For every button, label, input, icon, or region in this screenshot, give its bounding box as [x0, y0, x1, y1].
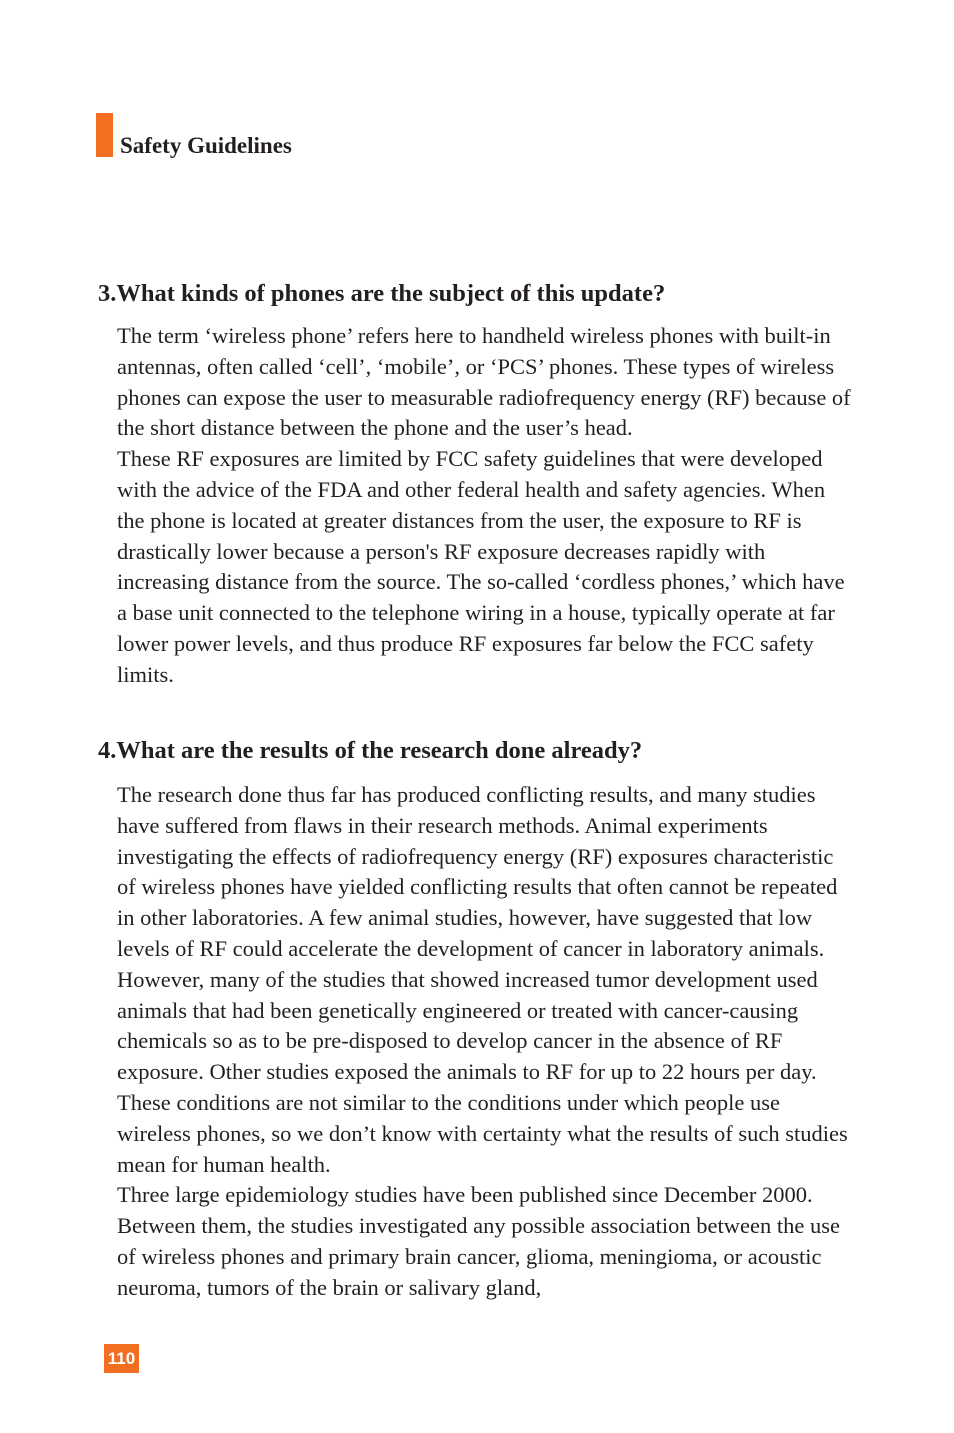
page-number-badge: 110 [104, 1344, 139, 1373]
section-3-heading: 3.What kinds of phones are the subject of this update? [98, 280, 666, 307]
page-header-title: Safety Guidelines [120, 133, 292, 158]
section-3-paragraph-2: These RF exposures are limited by FCC safety guidelines that were developed with the advice of the FDA and other federal health and safety agencies. When the phone is located at greater distances from the user, the exposure to RF is drastically lower because a person's RF exposure decreases rapidly with increasing distance from the source. The so-called ‘cordless phones,’ which have a base unit connected to the telephone wiring in a house, typically operate at far lower power levels, and thus produce RF exposures far below the FCC safety limits. [117, 446, 845, 687]
section-4-heading: 4.What are the results of the research done already? [98, 737, 643, 764]
section-4-paragraph-2: Three large epidemiology studies have been published since December 2000. Between them, the studies investigated any possible association between the use of wireless phones and primary brain cancer, glioma, meningioma, or acoustic neuroma, tumors of the brain or salivary gland, [117, 1182, 840, 1300]
section-3-body [117, 321, 852, 691]
section-4-body [117, 780, 852, 1304]
section-3-paragraph-1: The term ‘wireless phone’ refers here to handheld wireless phones with built-in antennas, often called ‘cell’, ‘mobile’, or ‘PCS’ phones. These types of wireless phones can expose the user to measurable radiofrequency energy (RF) because of the short distance between the phone and the user’s head. [117, 323, 851, 441]
header-accent-bar [96, 113, 113, 157]
section-4-paragraph-1: The research done thus far has produced conflicting results, and many studies have suffered from flaws in their research methods. Animal experiments investigating the effects of radiofrequency energy (RF) exposures characteristic of wireless phones have yielded conflicting results that often cannot be repeated in other laboratories. A few animal studies, however, have suggested that low levels of RF could accelerate the development of cancer in laboratory animals. However, many of the studies that showed increased tumor development used animals that had been genetically engineered or treated with cancer-causing chemicals so as to be pre-disposed to develop cancer in the absence of RF exposure. Other studies exposed the animals to RF for up to 22 hours per day. These conditions are not similar to the conditions under which people use wireless phones, so we don’t know with certainty what the results of such studies mean for human health. [117, 782, 848, 1177]
